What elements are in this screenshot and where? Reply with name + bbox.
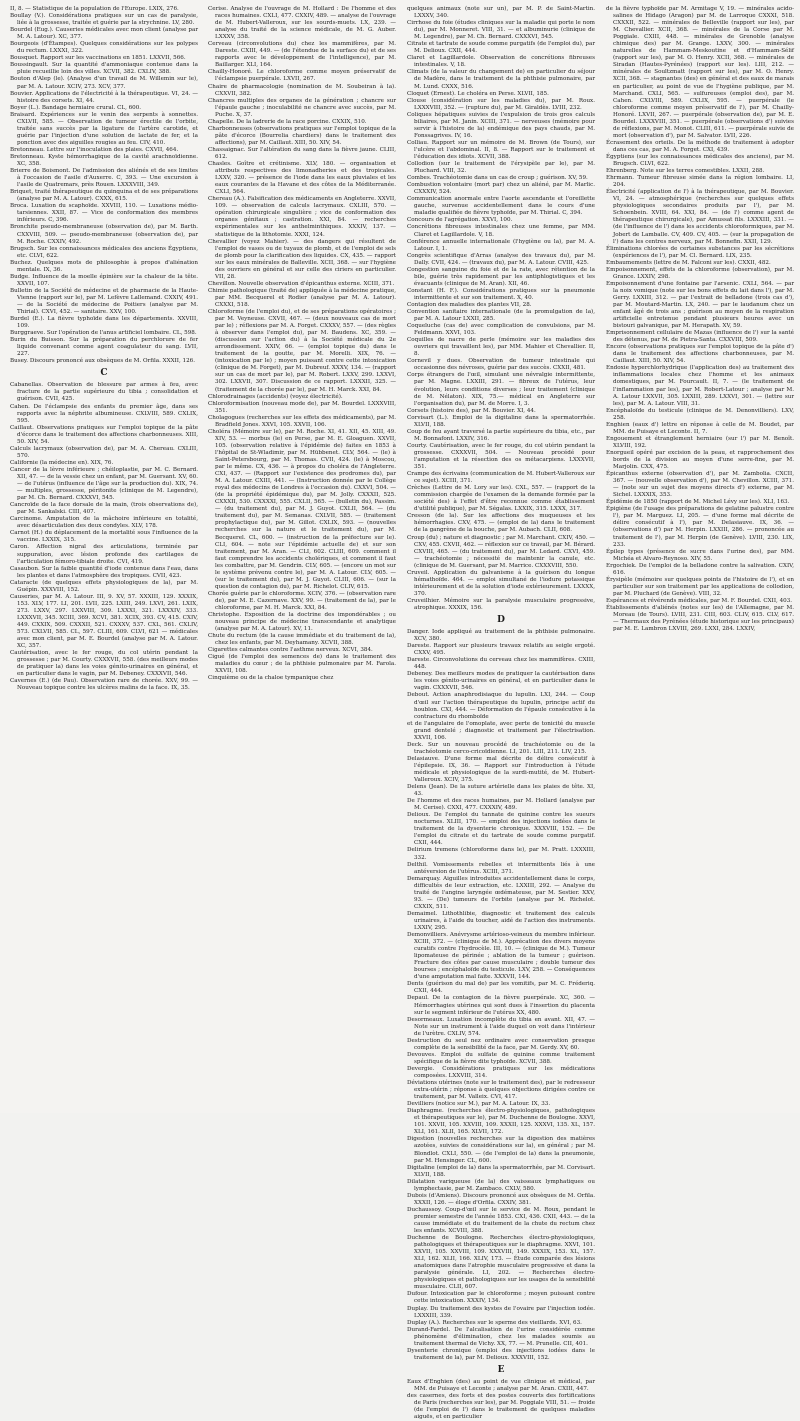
index-entry: Coqueluche (cas de) avec complication de convulsions, par M. Feldmann. XXVI, 103.	[407, 323, 595, 337]
index-entry: Déviations utérines (note sur le traitement des), par le redresseur extra-utérin ; réponse à quelques objections dirigées contre ce traitement, par M. Valleix. CVI, 417.	[407, 1080, 595, 1101]
index-entry: Engouement et étranglement herniaire (sur l') par M. Benoît. XLVIII, 192.	[606, 435, 794, 449]
index-entry: Cabanellas. Observation de blessure par armes à feu, avec fracture de la partie supérieure du tibia ; consolidation et guérison. CVII, 425.	[10, 382, 198, 403]
index-entry: Danger. Iode appliqué au traitement de la phthisie pulmonaire. XCV, 380.	[407, 629, 595, 643]
index-entry: Courty. Cautérisation, avec le fer rouge, du col utérin pendant la grossesse. CXXXVII, 504. — Nouveau procédé pour l'amputation et la résection des os métacarpiens. LXXXVII, 351.	[407, 442, 595, 471]
index-entry: Demarquay. Aiguilles introduites accidentellement dans le corps, difficultés de leur extraction, etc. LXXIII, 292. — Analyse du traité de l'angine laryngée œdémateuse, par M. Sestier. XXV, 93. — (De) tumeurs de l'orbite (analyse par M. Richelot. CXXIX, 511.	[407, 875, 595, 910]
index-entry: Cavernes (E.) (de Pau). Observation rare de chorée. XXV, 99. — Nouveau topique contre les ulcères malins de la face. IX, 35.	[10, 678, 198, 692]
index-entry: Delasiauve. D'une forme mal décrite de délire consécutif à l'épilepsie. IX, 36. — Rapport sur l'introduction à l'étude médicale et physiologique de la surdi-mutité, de M. Hubert-Valleroux. XCIV, 375.	[407, 755, 595, 784]
index-entry: Claret et Lagillardole. Observation de concrétions fibreuses intestinales. V, 18.	[407, 55, 595, 69]
index-entry: Constant (H. F.). Considérations pratiques sur la pneumonie intermittente et sur son traitement. X, 40.	[407, 287, 595, 301]
index-entry: Épidémie de 1850 (rapport de M. Michel Lévy sur les). XLI, 163.	[606, 499, 790, 506]
index-entry: Cerise. Analyse de l'ouvrage de M. Hollard : De l'homme et des races humaines. CXLI, 477. CXXIV, 489. — analyse de l'ouvrage de M. Hubert-Valleroux, sur les sourds-muets. LX, 239. — analyse du traité de la science médicale, de M. G. Auber. LXXXV, 358.	[208, 6, 396, 41]
index-entry: Calculs lacrymaux (observation de), par M. A. Chereau. CXLIII, 570.	[10, 445, 198, 459]
index-entry: Chimie pathologique (traité de) appliquée à la médecine pratique, par MM. Becquerel et Rodier (analyse par M. A. Latour). CXXXI, 518.	[208, 287, 396, 308]
index-entry: Cigarettes calmantes contre l'asthme nerveux. XCVI, 384.	[208, 647, 373, 654]
index-entry: Coquilles de nacre de perle (mémoire sur les maladies des ouvriers qui travaillent les), par MM. Mahier et Chevallier. II, 8.	[407, 337, 595, 358]
index-entry: Ehrenberg. Note sur les terres comestibles. LXXII, 288.	[606, 168, 765, 175]
index-entry: Collodion (sur le traitement de l'érysipèle par le), par M. Pluchard. VIII, 32.	[407, 161, 595, 175]
index-entry: Coup de feu ayant traversé la partie supérieure du tibia, etc., par M. Bonnafont. LXXIV, 316.	[407, 428, 595, 442]
index-entry: Dareste. Circonvolutions du cerveau chez les mammifères. CXIII, 448.	[407, 657, 595, 671]
index-entry: Dufour. Intoxication par le chloroforme ; moyen puissant contre cette intoxication. XXXIV, 134.	[407, 1291, 595, 1305]
index-entry: Crèches (Lettre de M. Lory sur les). CXL, 557. — (rapport de la commission chargée de l'examen de la demande formée par la société des) à l'effet d'être reconnue comme établissement d'utilité publique), par M. Ségalas. LXXIX, 315. LXXX, 317.	[407, 485, 595, 513]
index-entry: Bretonneau. Lettre sur l'inoculation des plaies. CXVII, 464.	[10, 146, 179, 153]
index-entry: de la fièvre typhoïde par M. Armitage V, 19. — minérales acido-salines de Hidago (Aragon) par M. de Larroque CXXXI, 518. CXXXII, 522. — minérales de Belleville (rapport sur les), par M. Chevallier. XCII, 368. — minérales de la Corse par M. Poggiale. CXIII, 448. — minérales de Grenoble (analyse chimique des) par M. Grange. LXXV, 300. — minérales naturelles de Hammam-Meskoutine et d'Hammam-Sélif (rapport sur les), par M. O. Henry. XCII, 368. — minérales de Siradan (Hautes-Pyrénées) (rapport sur les). LIII, 212. — minérales de Soultzmatt (rapport sur les), par M. O. Henry. XCII, 368. — stagnantes (des) en général et des eaux de marais en particulier, au point de vue de l'hygiène publique, par M. Marchand. CXLI, 565. — sulfureuses (emploi des), par M. Cahen. CXLVIII, 589. CXLIX, 595. — puerpérale (le chloroforme comme moyen préservatif de l'), par M. Chailly-Honoré. LXVII, 267. — puerpérale (observation de), par M. E. Bourdel. LXXXVIII, 351. — puerpérale (observations d') suivies de réflexions, par M. Monot. CLIII, 611. — puerpérale suivie de mort (observation d'), par M. Salvator. LVII, 226.	[606, 6, 794, 139]
index-entry: Braisard. Expériences sur le venin des serpents à sonnettes. CXLVII, 585. — Observation de tumeur érectile de l'orbite, traitée sans succès par la ligature de l'artère carotide, et guérie par l'injection d'une solution de lactate de fer, et la ponction avec des aiguilles rougies au feu. CIV, 410.	[10, 111, 198, 146]
index-entry: Chloroforme (de l'emploi du), et de ses préparations opératoires ; par M. Veyneuse. CXVII, 467. — (deux nouveaux cas de mort par le) ; réflexions par M. A. Forget. CXXXV, 557. — (des règles à observer dans l'emploi du), par M. Baudens. XC, 359. — (discussion sur l'action du) à la Société médicale du 2e arrondissement. XXIV, 66. — (emploi topique du) dans le traitement de la goutte, par M. Morelli. XIX, 76. — (intoxication par le) ; moyen puissant contre cette intoxication (clinique de M. Forget), par M. Dubreuf. XXXV, 134. — (rapport sur un cas de mort par le), par M. Robert. LXXV, 299. LXXVI, 302. LXXVII, 307. Discussion de ce rapport. LXXXII, 325. — (traitement de la chorée par le), par M. H. Marck. XXI, 84.	[208, 309, 396, 393]
index-entry: Christophe. Exposition de la doctrine des impondérables ; ou nouveau principe de médecine transcendante et analytique (analyse par M. A. Latour). XV, 11.	[208, 612, 396, 633]
index-entry: Diaphragme. (recherches électro-physiologiques, pathologiques et thérapeutiques sur le), par M. Duchenne de Boulogne. XXVI, 101. XXVII, 105. XXVIII, 109. XXXII, 125. XXXVI, 135. XL, 157. XLI, 161. XLII, 165. XLVII, 172.	[407, 1108, 595, 1136]
index-entry: Enghien (eaux d') lettre en réponse à celle de M. Boudet, par MM. de Puisaye et Leconte. II, 7.	[606, 421, 794, 435]
index-entry: Choléra (Mémoire sur le), par M. Roche. XI, 41. XII, 45. XIII, 49. XIV, 53. — morbus (le) en Perse, par M. E. Gloaguen. XXVII, 105. (observation relative à l'épidémie de) faites en 1853 à l'hôpital de St-Wladimir, par M. Hübbenet. CLV, 564. — (le) à Saint-Petersbourg, par M. Thomas. CVII, 424. (le) à Moscou, par le même. CX, 436. — à propos du choléra de l'Angleterre. CXI, 437. — (Rapport sur l'existence des prodromes du), par M. A. Latour. CXIII, 441. — (Instruction donnée par le Collège royal des médecins de Londres à l'occasion du). CXXVI, 504. — (de la propriété épidémique du), par M. Jolly. CXXXII, 525. CXXXII, 530. CXXXXI, 555. CXLII, 565. — (bulletin du), Passim. — (du traitement du), par M. J. Guyot. CXLII, 564. — (du traitement du), par M. Semanas. CXLVII, 585. — (traitement prophylactique du), par M. Gillot. CXLIX, 593. — (nouvelles recherches sur la nature et le traitement du), par M. Becquerel. CL, 600. — (instruction de la préfecture sur le). CLI, 604. — note sur l'épidémie actuelle de) et sur son traitement, par M. Aran. — CLI, 602. CLIII, 609. comment il faut comprendre les accidents cholériques, et comment il faut les combattre, par M. Gendrin. CLV, 605. — (encore un mot sur le système prévenu contre le), par M. A. Latour. CLV, 605. — (sur le traitement du), par M. J. Guyot. CLIII, 606. — (sur la question de contagion du), par M. Richelot. CLIV, 615.	[208, 428, 396, 590]
index-entry: Buchez. Quelques mots de philosophie à propos d'aliénation mentale. IX, 36.	[10, 259, 198, 273]
index-entry: Delirium tremens (chloroforme dans le), par M. Pratt. LXXXIII, 332.	[407, 847, 595, 861]
index-entry: Bourgeois (d'Étampes). Quelques considérations sur les polypes du rectum. LXXXI, 322.	[10, 41, 198, 55]
index-entry: et de l'angulaire de l'omoplate, avec perte de tonicité du muscle grand dentelé ; diagnostic et traitement par l'électrisation. XXVII, 106.	[407, 720, 595, 741]
index-entry: Combustion volontaire (mort par) chez un aliéné, par M. Marlic. CXXXIV, 524.	[407, 182, 595, 196]
index-entry: Cholagogues (recherches sur les effets des médicaments), par M. Bradfield Jones. XXVI, 105. XXVII, 106.	[208, 414, 396, 428]
index-entry: Burggraeve. Sur l'opération de l'anus artificiel lombaire. CL, 598.	[10, 330, 197, 337]
index-entry: Cresson (de la). Sur les affections des muqueuses et les hémorrhagies. CXV, 475. — (emploi de la) dans le traitement de la gangrène de la bouche, par M. Aubach. CLII, 608.	[407, 513, 595, 534]
index-entry: Duchenne de Boulogne. Recherches électro-physiologiques, pathologiques et thérapeutiques sur le diaphragme. XXVI, 101. XXVII, 105. XXVIII, 109. XXXVIII, 149. XXXIX, 153. XL, 157. XLI, 162. XLII, 166. XLIV, 173. — Étude comparée des lésions anatomiques dans l'atrophie musculaire progressive et dans la paralysie générale. LI, 202. — Recherches électro-physiologiques et pathologiques sur les usages de la sensibilité musculaire. CLII, 607.	[407, 1235, 595, 1291]
index-entry: Chapelle. De la ladrerie de la race porcine. CXXIX, 510.	[208, 118, 367, 125]
index-entry: Encéphaloïde du testicule (clinique de M. Denonvilliers). LXV, 258.	[606, 407, 794, 421]
index-entry: Chevillon. Nouvelle observation d'épicanthus externe. XCIII, 371.	[208, 280, 395, 287]
index-entry: Égyptiens (sur les connaissances médicales des anciens), par M. Brugsch. CLVI, 622.	[606, 153, 794, 168]
index-entry: Demaimel. Lithothlibie, diagnostic et traitement des calculs urinaires, à l'aide du toucher, aidé de l'action des instruments. LXXIV, 295.	[407, 910, 595, 931]
index-entry: Écrasement des orteils. De la méthode de traitement à adopter dans ces cas, par M. A. Forget. CXI, 439.	[606, 139, 794, 153]
index-entry: Destruction du seul nez ordinaire avec conservation presque complète de la sensibilité de la face, par M. Gerdy. XV, 60.	[407, 1037, 595, 1051]
index-entry: De l'homme et des races humaines, par M. Hollard (analyse par M. Cerise). CXXI, 477. CXXXIV, 489.	[407, 798, 595, 812]
index-entry: Devergie. Considérations pratiques sur les médications composées. LXXVIII, 314.	[407, 1065, 595, 1079]
index-entry: Burin du Buisson. Sur la préparation du perchlorure de fer liquide convenant comme agent coagulateur du sang. LVII, 227.	[10, 337, 198, 358]
index-entry: Climats (de la valeur du changement de) en particulier du séjour de Madère, dans le traitement de la phthisie pulmonaire, par M. Lund. CXXX, 516.	[407, 69, 595, 90]
index-entry: Cataracte (de quelques effets physiologiques de la), par M. Guépin. XXXVIII, 152.	[10, 579, 198, 593]
index-entry: Corsets (histoire des), par M. Bouvier. XI, 44.	[407, 407, 536, 414]
index-entry: Dareste. Rapport sur plusieurs travaux relatifs au seigle ergoté. CXXV, 495.	[407, 643, 595, 657]
index-entry: Congestion sanguine du foie et de la rate, avec rétention de la bile, guérie très rapidement par les antiphlogistiques et les évacuants (clinique de M. Aran). XII, 46.	[407, 266, 595, 287]
index-entry: Conférence annuelle internationale (l'hygiène ou la), par M. A. Latour. I, 1.	[407, 238, 595, 252]
index-entry: Chute du rectum (de la cause immédiate et du traitement de la), chez les enfants, par M. Deyhamany. XCVII, 388.	[208, 633, 396, 647]
section-letter-heading: C	[100, 368, 108, 379]
index-entry: Casaubon. Sur la faible quantité d'iode contenue dans l'eau, dans les plantes et dans l'atmosphère des tropiques. CVII, 423.	[10, 565, 198, 579]
index-entry: Épilep types (présence de sucre dans l'urine des), par MM. Michéa et Alvaro-Reynoso. XIV, 55.	[606, 548, 794, 562]
index-entry: Corps étrangers de l'œil, simulant une névralgie intermittente, par M. Magne. LXXIII, 291. — fibreux de l'utérus, leur évolution, leurs conditions diverses ; leur traitement (clinique de M. Nélaton). XIX, 75.— médical en Angleterre sur l'organisation du), par M. de Morre. I, 3.	[407, 372, 595, 407]
index-entry: Bouvier. Applications de l'électricité à la thérapeutique. VI, 24. — histoire des corsets. XI, 44.	[10, 90, 198, 104]
index-entry: Carnot (H.) du déplacement de la mortalité sous l'influence de la vaccine. LXXIX, 315.	[10, 530, 198, 544]
index-entry: Épigiène (de l'usage des préparations de gelatine palustre contre l'), par M. Marguez. LI, 205. — d'une forme mal décrite de délire consécutif à l'), par M. Delasiauve. IX, 36. — (observations d') par M. Herpin. LXXIII, 286. — prononcée au traitement de l'), par M. Herpin (de Genève). LVIII, 230. LIX, 233.	[606, 506, 794, 548]
index-entry: Encore (observations pratiques sur l'emploi topique de la pâte d') dans le traitement des affections charbonneuses, par M. Caillaut. XIII, 50. XIV, 54.	[606, 344, 794, 365]
index-entry: Desormeaux. Luxation incomplète du tibia en avant. XII, 47. — Note sur un instrument à l'aide duquel on voit dans l'intérieur de l'urètre. CXLIV, 574.	[407, 1016, 595, 1037]
index-entry: Deck. Sur un nouveau procédé de trachéotomie ou de la trachéotomie cerco-cricoïdienne. LI, 201. LIII, 211. LIV, 215.	[407, 741, 595, 755]
index-entry: Busey. Discours prononcé aux obsèques de M. Orfila. XXXII, 126.	[10, 358, 195, 365]
index-entry: Carcinome. Amputation de la mâchoire inférieure en totalité, avec désarticulation des deux condyles. XLV, 178.	[10, 516, 198, 530]
index-entry: Devouves. Emploi du sulfate de quinine comme traitement spécifique de la fièvre dite typhoïde. XCVII, 388.	[407, 1051, 595, 1065]
index-entry: Convention sanitaire internationale (de la promulgation de la), par M. A. Latour LXXII, 285.	[407, 309, 595, 323]
index-entry: Demonvilliers. Anévrysme artérioso-veineux du membre inférieur. XCIII, 372. — (clinique de M.). Apprécation des divers moyens curatifs contre l'hydrocèle. III, 10. — (clinique de M.). Tumeur lipomateuse de périnée ; ablation de la tumeur ; guérison. Fracture des côtes par cause musculaire ; double tumeur des bourses ; encéphaloïde du testicule. LXV, 258. — Conséquences d'une amputation mal faite. XXXVII, 144.	[407, 932, 595, 981]
index-entry: Chaire de pharmacologie (nomination de M. Soubeiran à la). CXXVII, 382.	[208, 83, 396, 97]
index-entry: Cornevil y dues. Observation de tumeur intestinale qui occasionne des névroses, guérie par des succès. CXXII, 481.	[407, 358, 595, 372]
index-entry: Burdel (E.). La fièvre typhoïde dans les départements. XXVIII, 109.	[10, 316, 198, 330]
index-entry: Concrétions fibreuses intestinales chez une femme, par MM. Claret et Lagillardole. V, 18.	[407, 224, 595, 238]
index-entry: Ergochiek. De l'emploi de la belladone contre la salivation. CXIV, 616.	[606, 562, 794, 576]
index-entry: Brugsch. Sur les connaissances médicales des anciens Égyptiens, etc. CLVI, 622.	[10, 245, 198, 259]
index-entry: Chlorodrainages (accidents) (voyez électricité).	[208, 393, 343, 400]
index-entry: Cancer de la lèvre inférieure ; chéiloplastie, par M. C. Bernard. XII, 47. — de la vessie chez un enfant, par M. Guersant. XV, 60. — de l'utérus (influence de l'âge sur la production du). XIX, 74. — multiples, grossesse, péritonite (clinique de M. Legendre), par M. Ch. Bernard. CXXXVI, 545.	[10, 466, 198, 502]
index-entry: Clouse (considération sur les maladies du), par M. Roux. LXXXVIII, 352. — (rupture du), par M. Giraldès. LVIII, 232.	[407, 97, 595, 111]
index-entry: Durand-Fardel. De l'alcalisation de l'urine considérée comme phénomène d'élimination, chez les malades soumis au traitement thermal de Vichy. XX, 77. — M. Prunelle. CII, 401.	[407, 1326, 595, 1347]
index-entry: Chereau (A.). Falsification des médicaments en Angleterre. XXVII, 109. — observation de calculs lacrymaux. CXLIII, 570. — opération chirurgicale singulière ; vice de conformation des organes génitaux ; castration. XXI, 84. — recherches expérimentales sur les anthelminthiques. XXXIV, 137. — statistique de la lithotomie. XXXI, 124.	[208, 196, 396, 238]
index-entry: Bulletin de la Société de médecine et de pharmacie de la Haute-Vienne (rapport sur le), par M. Lefèvre Lallemand. CXXIV, 491. — de la Société de médecine de Poitiers (analyse par M. Thirial). CXVI, 452. — sanitaire. XXV, 100.	[10, 287, 198, 316]
index-column-1	[10, 6, 198, 1110]
index-entry: Caron. Affection nigral des articulations, terminée par suppuration, avec lésion profonde des cartilages de l'articulation fémoro-tibiale droite. CVI, 419.	[10, 544, 198, 565]
index-entry: Chorée guérie par le chloroforme. XCIV, 376. — (observation rare de), par M. E. Cazernave. XXV, 99. — (traitement de la), par le chloroforme, par M. H. Marck. XXI, 84.	[208, 590, 396, 611]
index-entry: Espérances et révérends médicales, par M. F. Bourdel. CXII, 403.	[606, 597, 793, 604]
index-entry: Crampe des écrivains (communication de M. Hubert-Valleroux sur ce sujet). XCIII, 371.	[407, 471, 595, 485]
index-entry: Budge. Influence de la moelle épinière sur la chaleur de la tête. XXVII, 107.	[10, 273, 198, 287]
index-entry: Combes. Trachéotomie dans un cas de croup ; guérison. XV, 59.	[407, 175, 588, 182]
index-entry: Épicanthus externe (observation d'), par M. Zambolia. CXCII, 367. — (nouvelle observation d'), par M. Chevillon. XCIII, 371. — (note sur un sujet des moyens directs d') externe, par M. Sichel. LXXXIX, 353.	[606, 471, 794, 499]
index-entry: Eaux d'Enghien (des) au point de vue clinique et médical, par MM. de Puisaye et Leconte ; analyse par M. Aran. CXIII, 447.	[407, 1378, 595, 1392]
index-entry: Duchaussoy. Coup-d'œil sur le service de M. Roux, pendant le premier semestre de l'année 1853. CXI, 436. CXII, 443. — de la cause immédiate et du traitement de la chute du rectum chez les enfants. XCVIII, 388.	[407, 1206, 595, 1235]
index-column-4	[606, 6, 794, 1110]
index-entry: Emprisonnement cellulaire de Mazas (influence de l') sur la santé des détenus, par M. de Pietra-Santa. CXXVIII, 509.	[606, 330, 794, 344]
index-entry: Établissements d'aliénés (notes sur les) de l'Allemagne, par M. Moreau (de Tours). LVIII, 231. CIII, 603. CLIV, 615. CLV, 617. — Thermaux des Pyrénées (étude historique sur les principaux) par M. E. Lambron LXVIII, 269. LXXI, 284. LXXIV,	[606, 604, 794, 633]
index-entry: Chailly-Honoré. Le chloroforme comme moyen préservatif de l'éclampsie puerpérale. LXVII, 267.	[208, 69, 396, 83]
index-entry: Chasles. Goître et crétinisme. XLV, 180. — organisation et attributs respectives des limonadheries et des tropicales. LXXV, 320. — présence de l'iode dans les eaux pluviales et les eaux courantes de la Havane et des côtes de la Méditerranée. CXLI, 564.	[208, 161, 396, 196]
index-entry: Devilliers (notice sur M.), par M. A. Latour. IX, 33.	[407, 1101, 551, 1108]
index-entry: Concours de l'agrégation. XXVI, 100.	[407, 217, 513, 224]
index-entry: Cerveau (circonvolutions du) chez les mammifères, par M. Dareste. CXIII, 449. — (de l'étendue de la surface du) et de ses rapports avec le développement de l'intelligence), par M. Baillarger. XLI, 164.	[208, 41, 396, 69]
index-entry: Chevallier (voyez Mahier). — des dangers qui résultent de l'emploi de vases ou de tuyaux de plomb, et de l'emploi de sels de plomb pour la clarification des liquides. CX, 435. — rapport sur les eaux minérales de Balleville. XCII, 368. — sur l'hygiène des ouvriers en général et sur celle des ciriers en particulier. VII, 28.	[208, 238, 396, 280]
index-entry: Digestion (nouvelles recherches sur la digestion des matières azotées, suivies de considérations sur la), en général ; par M. Blondlot. CXLI, 550. — (de l'emploi de la) dans la pneumonie, par M. Hensinger. CL, 600.	[407, 1136, 595, 1164]
index-entry: Chancres multiples des organes de la génération ; chancre sur l'épaule gauche ; inoculabilité ne chancre avec succès, par M. Puche. X, 37.	[208, 97, 396, 118]
index-entry: Congrès scientifique d'Arras (analyse des travaux du), par M. Dally. CVII, 424. — (travaux du), par M. A. Latour. CVIII, 425.	[407, 252, 595, 266]
index-entry: Debout. Action anaphrodisiaque du lupulin. LXI, 244. — Coup d'œil sur l'action thérapeutique du lupulin, principe actif du houblon. CXI, 444. — Déformation de l'épaule consécutive à la contracture du rhomboïde	[407, 692, 595, 720]
index-entry: Bronchite pseudo-membraneuse (observation de), par M. Barth. CXXVIII, 509. — pseudo-membraneuse (observation de), par M. Roche. CXXIV, 492.	[10, 224, 198, 245]
index-entry: Citrate et tartrate de soude comme purgatifs (de l'emploi du), par M. Delioux. CXII, 444.	[407, 41, 595, 55]
index-entry: Ehrmann. Tumeur fibreuse simée dans la région lombaire. LI, 204.	[606, 175, 794, 189]
index-entry: Embaumements (lettre de M. Falconi sur les). CXXII, 482.	[606, 259, 771, 266]
index-entry: Californie (la médecine en). XIX, 76.	[10, 459, 114, 466]
index-entry: Delens (Jean). De la suture artérielle dans les plaies de tête. XI, 43.	[407, 784, 595, 798]
index-entry: Digitaline (emploi de la) dans la spermatorrhée, par M. Corvisart. XLVII, 188.	[407, 1164, 595, 1178]
index-entry: Endoxie hyperchlorhydrique (l'application des) au traitement des inflammations locales chez l'homme et les animaux domestiques, par M. Fourcault. II, 7. — (le traitement de l'inflammation par les), par M. Robert-Latour ; analyse par M. A. Latour LXXVII, 305. LXXIII, 289. LXXVI, 301. — (lettre sur les), par M. A. Latour. VIII, 31.	[606, 365, 794, 407]
index-entry: Croup (du) ; nature et diagnostic ; par M. Marchant. CXIV, 450. — CXV, 455. CXVII, 462. — réflexion sur ce travail, par M. Bérard. CXVIII, 465. — (du traitement du), par M. Ledard. CXVI, 459. — trachéotomie ; nécessité de maintenir la canule, etc. (clinique de M. Guersant, par M. Marrice. CXXXVIII, 550.	[407, 534, 595, 569]
index-entry: Communication anormale entre l'aorte ascendante et l'oreillette gauche, survenue accidentellement dans le cours d'une maladie qualifiée de fièvre typhoïde, par M. Thirial. C, 394.	[407, 196, 595, 217]
index-entry: Cautérisation, avec le fer rouge, du col utérin pendant la grossesse ; par M. Courty. CXXXVII, 558. (des meilleurs modes de pratiquer la) dans les voies génito-urinaires en général, et en particulier dans le vagin, par M. Debeney. CXXXVII, 546.	[10, 650, 198, 678]
index-entry: Bousquet. Rapport sur les vaccinations en 1851. LXXVII, 566.	[10, 55, 186, 62]
index-entry: des casernes, des forts et des postes couverts des fortifications de Paris (recherches sur les), par M. Poggiale VIII, 51. — froide (de l'emploi de l') dans le traitement de quelques maladies aiguës, et en particulier	[407, 1393, 595, 1421]
index-entry: Delioux. De l'emploi du tannate de quinine contre les sueurs nocturnes. XLIII, 170. — emploi des injections iodées dans le traitement de la dysenterie chronique. XXXVIII, 152. — De l'emploi du citrate et du tartrate de soude comme purgatif. CXII, 444.	[407, 812, 595, 847]
section-letter-heading: E	[497, 1364, 505, 1375]
index-column-2	[208, 6, 396, 1110]
index-column-3	[407, 6, 595, 1421]
index-entry: Dubois (d'Amiens). Discours prononcé aux obsèques de M. Orfila. XXXII, 126. — éloge d'Orfila. CXXIV, 381.	[407, 1192, 595, 1206]
index-entry: Cloquet (Ernest). Le choléra en Perse. XLVII, 185.	[407, 90, 549, 97]
index-entry: Cruveil. Application du galvanisme à la guérison du longue hémathoïde. 464. — emploi simultané de l'iodure potassique intérieurement et de la solution d'iode extérieurement. LXXXX, 370.	[407, 569, 595, 597]
index-entry: Depaul. De la contagion de la fièvre puerpérale. XC, 360. — Hémorrhagies utérines qui sont dues à l'insertion du placenta sur le segment inférieur de l'utérus XX, 480.	[407, 995, 595, 1016]
index-entry: Boullay (V.). Considérations pratiques sur un cas de paralysie, liée à la grossesse, traitée et guérie par la strychnine. LV, 280.	[10, 13, 198, 27]
index-entry: Dysenterie chronique (emploi des injections iodées dans le traitement de la), par M. Delioux. XXXVIII, 152.	[407, 1347, 595, 1361]
index-entry: Bourdel (Eug.). Causeries médicales avec mon client (analyse par M. A. Latour). XC, 377.	[10, 27, 198, 41]
index-entry: Cruveilhier. Mémoire sur la paralysie musculaire progressive, atrophique. XXXIX, 156.	[407, 597, 595, 611]
index-entry: Caillaut. Observations pratiques sur l'emploi topique de la pâte d'écorce dans le traitement des affections charbonneuses. XIII, 50. XIV, 54.	[10, 424, 198, 445]
index-entry: Brierre de Boismont. De l'admission des aliénés et de ses limites à l'occasion de l'asile d'Auxerre. C, 393. — Une excursion à l'asile de Quatremars, près Rouen. LXXXVIII, 349.	[10, 168, 198, 189]
index-entry: Duplay (A.). Recherches sur le sperme des vieillards. XVI, 63.	[407, 1319, 582, 1326]
index-entry: Érysipèle (mémoire sur quelques points de l'histoire de l'), et en particulier sur son traitement par les applications de collodion, par M. Pluchard (de Genève). VIII, 32.	[606, 576, 794, 597]
index-entry: Chassaignac. Sur l'altération du sang dans la fièvre jaune. CLIII, 612.	[208, 146, 396, 160]
index-entry: Briquet, traité thérapeutique du quinquina et de ses préparations (analyse par M. A. Latour). CXXX, 615.	[10, 189, 198, 203]
index-entry: Delthil. Vomissements rebelles et intermittents liés à une antéversion de l'utérus. XCIII, 371.	[407, 861, 595, 875]
index-entry: Charbonneuses (observations pratiques sur l'emploi topique de la pâte d'écorce (Bourrelia chardiers) dans le traitement des affections), par M. Caillaut. XIII, 50. XIV, 54.	[208, 125, 396, 146]
index-entry: Coliques hépatiques suivies de l'expulsion de trois gros calculs biliaires, par M. Janin. XCIII, 371. — nerveuses (mémoire pour servir à l'histoire de la) endémique des pays chauds, par M. Fonssagrives. IV, 16.	[407, 111, 595, 139]
index-entry: Chloroformisation (nouveau mode de), par M. Bourdel. LXXXVIII, 351.	[208, 400, 396, 414]
index-entry: Broca. Luxation du scaphoïde. XXVIII, 110. — Luxations médio-tarsiennes. XXII, 87. — Vice de conformation des membres inférieurs. C, 396.	[10, 203, 198, 224]
index-entry: Éliminations chlorées de certaines substances par les sécrétions (expériences de l'), par M. Cl. Bernard. LIX, 235.	[606, 245, 794, 259]
index-entry: Cinquième ou de la chaloe tympanique chez	[208, 675, 334, 682]
index-entry: Dilatation variqueuse (de la) des vaisseaux lymphatiques ou lymphectasie, par M. Zambaco. CXLV, 580.	[407, 1178, 595, 1192]
index-entry: Contagion des maladies des plantes VII, 28.	[407, 301, 532, 308]
index-entry: Cahen. De l'éclampsie des enfants du premier âge, dans ses rapports avec la néphrite albumineuse. CXLVIII, 589. CXLIX, 595.	[10, 403, 198, 424]
index-entry: Debeney. Des meilleurs modes de pratiquer la cautérisation dans les voies génito-urinaires en général, et en particulier dans le vagin. CXXXVII, 546.	[407, 671, 595, 692]
index-entry: Bretonneau. Kyste hémorrhagique de la cavité arachnoïdienne. XC, 358.	[10, 153, 198, 168]
index-entry: II, 8. — Statistique de la population de l'Europe. LXIX, 276.	[10, 6, 179, 12]
index-entry: Cigué (de l'emploi des semences de) dans le traitement des maladies du cœur ; de la phthisie pulmonaire par M. Farola. XXVII, 108.	[208, 654, 396, 675]
index-entry: Duplay. Du traitement des kystes de l'ovaire par l'injection iodée. LXXXIII, 339.	[407, 1305, 595, 1319]
index-entry: Corvisart (L.). Emploi de la digitaline dans la spermatorrhée. XLVII, 188.	[407, 414, 595, 428]
index-entry: Boyer (L.). Bandage herniaire crural. CL, 600.	[10, 104, 142, 111]
index-entry: Dents (guérison du mal de) par les vomitifs, par M. C. Fréderiq. CXII, 444.	[407, 981, 595, 995]
index-entry: Enorgueil opéré par excision de la peau, et rapprochement des bords de la division au moyen d'une serre-fine, par M. Marjolin. CXX, 475.	[606, 449, 794, 471]
index-entry: Causeries, par M. A. Latour. III, 9. XV, 57. XXXIII, 129. XXXIX, 153. XLV, 177. LI, 201. LVII, 225. LXIII, 249. LXVI, 261. LXIX, 273. LXXV, 297. LXXVIII, 309. LXXXI, 321. LXXXIV, 333. LXXXVII, 345. XCIII, 369. XCVI, 381. XCIX, 393. CV, 415. CXIV, 449. CXXIX, 509. CXXXII, 521. CXXXV, 537. CXL, 561. CXLIV, 573. CXLVII, 585. CL, 597. CLIII, 609. CLVI, 621 — médicales avec mon client, par M. E. Bourdel (analyse par M. A. Latour. XC, 357.	[10, 593, 198, 650]
index-entry: Bouton d'Alep (le). (Analyse d'un travail de M. Willemin sur le), par M. A. Latour. XCIV, 273. XCV, 377.	[10, 76, 198, 90]
index-entry: Empoisonnement, effets de la chloroforme (observation), par M. Grance. LXXIV, 298.	[606, 266, 794, 280]
index-entry: Électricité (application de l') à la thérapeutique, par M. Bouvier. VI, 24. — atmosphérique (recherches sur quelques effets physiologiques secondaires produits par l'), par M. Schoenbein. XVIII, 64. XXI, 84. — (de l') comme agent de thérapeutique chirurgicale), par Amussat fils. LXXXIII, 331. — (de l'influence de l') dans les accidents chloroformiques, par M. Jobert de Lamballe. CV, 409. CV, 405. — (sur la propagation de l') dans les centres nerveux, par M. Bonnefin. XXII, 129.	[606, 189, 794, 245]
section-letter-heading: D	[497, 615, 505, 626]
index-entry: quelques animaux (note sur un), par M. P. de Saint-Martin. LXXXV, 340.	[407, 6, 595, 20]
index-entry: Cancroïde de la face dorsale de la main, (trois observations de), par M. Sankalski. CIII, 407.	[10, 502, 198, 516]
index-entry: Cirrhose du foie (études cliniques sur la maladie qui porte le nom du), par M. Monneret. VIII, 31. — et albuminurie (clinique de M. Legendre), par M. Ch. Bernard. CXXXVI, 545.	[407, 20, 595, 41]
index-entry: Empoisonnement d'une fontaine par l'arsenic. CXLI, 564. — par la noix vomique (note sur les bons effets du lait dans l'), par M. Gerry. LXXIII, 312. — par l'extrait de belladone (trois cas d'), par M. Moutard-Martin. LX, 240. — par le laudanum chez un enfant âgé de trois ans ; guérison au moyen de la respiration artificielle entretenue pendant plusieurs heures avec un bistouri galvanique, par M. Herapath. XV, 59.	[606, 280, 794, 330]
index-entry: Colliau. Rapport sur un mémoire de M. Brown (de Tours), sur l'ulcère et l'abdominal. II, 8. — Rapport sur le traitement et l'éducation des idiots. XCVII, 388.	[407, 139, 595, 160]
index-entry: Boussingault. Sur la quantité d'ammoniaque contenue dans la pluie recueillie loin des villes. XCVII, 382. CXLIV, 388.	[10, 62, 198, 76]
